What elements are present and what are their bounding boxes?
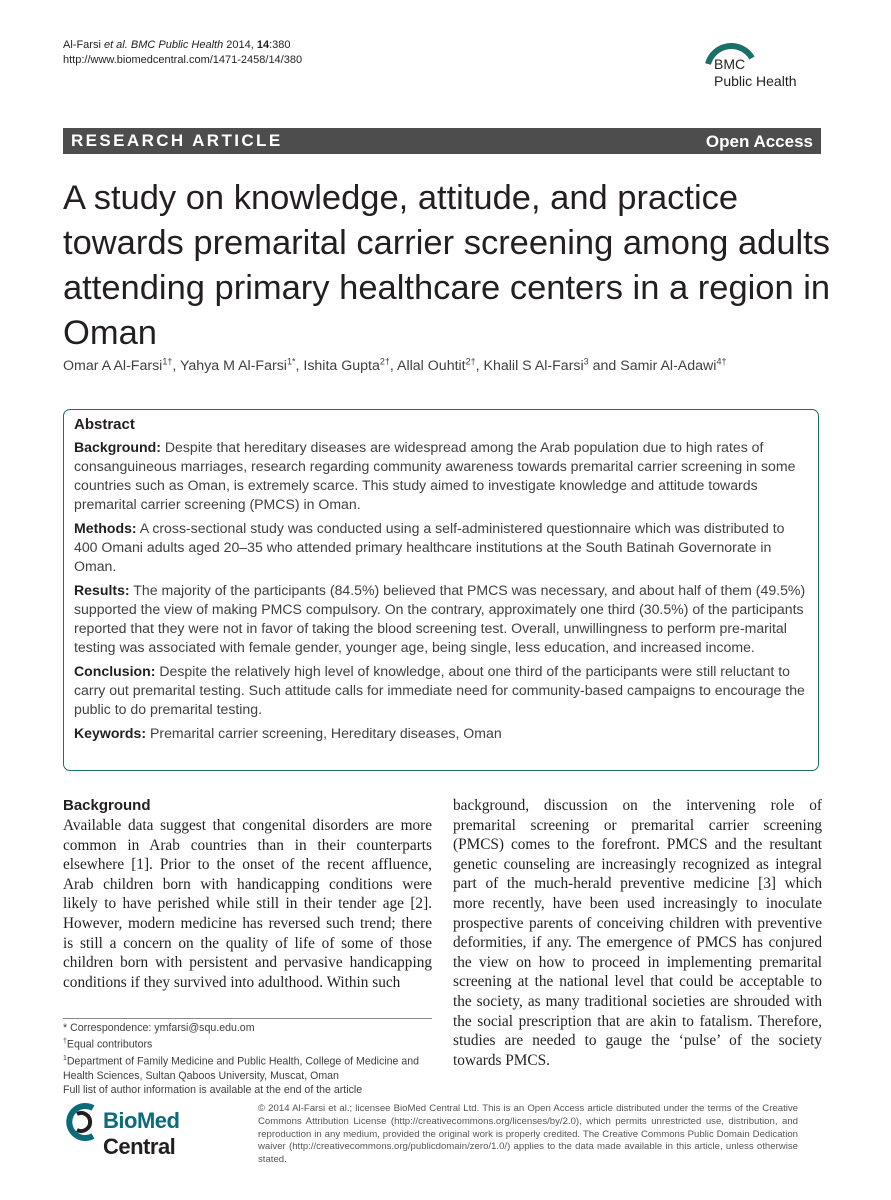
affiliation-note: $^1$Department of Family Medicine and Public Health, College of Medicine and Health Sciences, Sultan Qaboos University, Muscat, Oman	[63, 1054, 420, 1082]
article-url[interactable]: http://www.biomedcentral.com/1471-2458/14/380	[63, 54, 303, 66]
section-heading-background: Background	[63, 797, 151, 814]
author-info-note: Full list of author information is available at the end of the article	[63, 1083, 363, 1096]
author-3: Ishita Gupta$^{2\dagger}$,	[303, 356, 398, 374]
correspondence-note: * Correspondence: ymfarsi@squ.edu.om	[63, 1022, 255, 1034]
body-paragraph-right: background, discussion on the intervening role of premarital screening or premarital carrier screening (PMCS) comes to the forefront. PMCS and the resultant genetic counseling are increasingly recognized as integral part of the much-herald preventive medicine [3] which more recently, have been used increasingly to inoculate prospective parents of conceiving children with preventive deformities, if any. The emergence of PMCS has conjured the view on how to proceed in implementing premarital screening at the national level that could be acceptable to the society, as many traditional societies are shrouded with the social prescription that are akin to fatalism. Therefore, studies are needed to gauge the ‘pulse’ of the society towards PMCS.	[453, 797, 822, 1069]
license-text: © 2014 Al-Farsi et al.; licensee BioMed Central Ltd. This is an Open Access article distributed under the terms of the Creative Commons Attribution License (http://creativecommons.org/licenses/by/2.0), which permits unrestricted use, distribution, and reproduction in any medium, provided the original work is properly credited. The Creative Commons Public Domain Dedication waiver (http://creativecommons.org/publicdomain/zero/1.0/) applies to the data made available in this article, unless otherwise stated.	[258, 1103, 798, 1166]
publisher-logo-icon	[63, 1102, 101, 1142]
author-5: Khalil S Al-Farsi$^3$ and	[483, 356, 621, 374]
abstract-keywords: Keywords: Premarital carrier screening, Hereditary diseases, Oman	[74, 725, 502, 741]
abstract-conclusion: Conclusion: Despite the relatively high level of knowledge, about one third of the participants were still reluctant to carry out premarital testing. Such attitude calls for immediate need for community-based campaigns to encourage the public to do premarital testing.	[74, 663, 805, 717]
journal-logo	[700, 42, 830, 104]
citation-volume: 14	[256, 39, 270, 51]
open-access-label: Open Access	[705, 132, 813, 151]
author-4: Allal Ouhtit$^{2\dagger}$,	[397, 356, 484, 374]
abstract-results: Results: The majority of the participants (84.5%) believed that PMCS was necessary, and about half of them (49.5%) supported the view of making PMCS compulsory. On the contrary, approximately one third (30.5%) of the participants reported that they were not in favor of taking the blood screening test. Overall, unwillingness to perform pre-marital testing was associated with female gender, younger age, being single, less education, and increased income.	[74, 582, 806, 655]
author-6: Samir Al-Adawi$^{4\dagger}$	[620, 356, 727, 374]
publisher-logo	[63, 1102, 243, 1159]
author-list	[63, 351, 833, 376]
publisher-logo-text: BioMed Central	[103, 1108, 180, 1159]
journal-logo-text	[714, 56, 797, 90]
journal-logo-line1: BMC	[714, 56, 746, 72]
citation-journal: BMC Public Health	[127, 39, 224, 51]
citation-line	[63, 38, 302, 53]
author-2: Yahya M Al-Farsi$^{1*}$,	[180, 356, 304, 374]
citation-etal: et al.	[103, 39, 128, 51]
article-title: A study on knowledge, attitude, and practice towards premarital carrier screening among adults attending primary healthcare centers in a region in Oman	[63, 179, 831, 352]
article-type-banner	[63, 128, 821, 154]
abstract-heading: Abstract	[74, 416, 135, 433]
body-paragraph-left: Available data suggest that congenital disorders are more common in Arab countries than in their counterparts elsewhere [1]. Prior to the onset of the recent affluence, Arab children born with handicapping conditions were likely to have perished while still in their tender age [2]. However, modern medicine has reversed such trend; there is still a concern on the quality of life of some of those children born with persistent and pervasive handicapping conditions if they survived into adulthood. Within such	[63, 817, 432, 991]
citation-year: 2014,	[223, 39, 257, 51]
abstract-background: Background: Despite that hereditary diseases are widespread among the Arab population due to high rates of consanguineous marriages, research regarding community awareness towards premarital carrier screening in some countries such as Oman, is extremely scarce. This study aimed to investigate knowledge and attitude towards premarital carrier screening (PMCS) in Oman.	[74, 439, 796, 512]
body-column-left	[63, 796, 432, 992]
citation-header	[63, 38, 302, 68]
author-1: Omar A Al-Farsi$^{1\dagger}$,	[63, 356, 180, 374]
abstract-methods: Methods: A cross-sectional study was conducted using a self-administered questionnaire which was distributed to 400 Omani adults aged 20–35 who attended primary healthcare institutions at the South Batinah Governorate in Oman.	[74, 520, 785, 574]
abstract-box	[63, 409, 819, 771]
citation-article: :380	[269, 39, 291, 51]
equal-contributors-note: †Equal contributors	[63, 1038, 153, 1051]
article-type-label: RESEARCH ARTICLE	[71, 131, 283, 150]
body-column-right	[453, 796, 822, 1070]
journal-logo-line2: Public Health	[714, 73, 797, 89]
citation-authors: Al-Farsi	[63, 39, 104, 51]
footnotes	[63, 1018, 432, 1097]
